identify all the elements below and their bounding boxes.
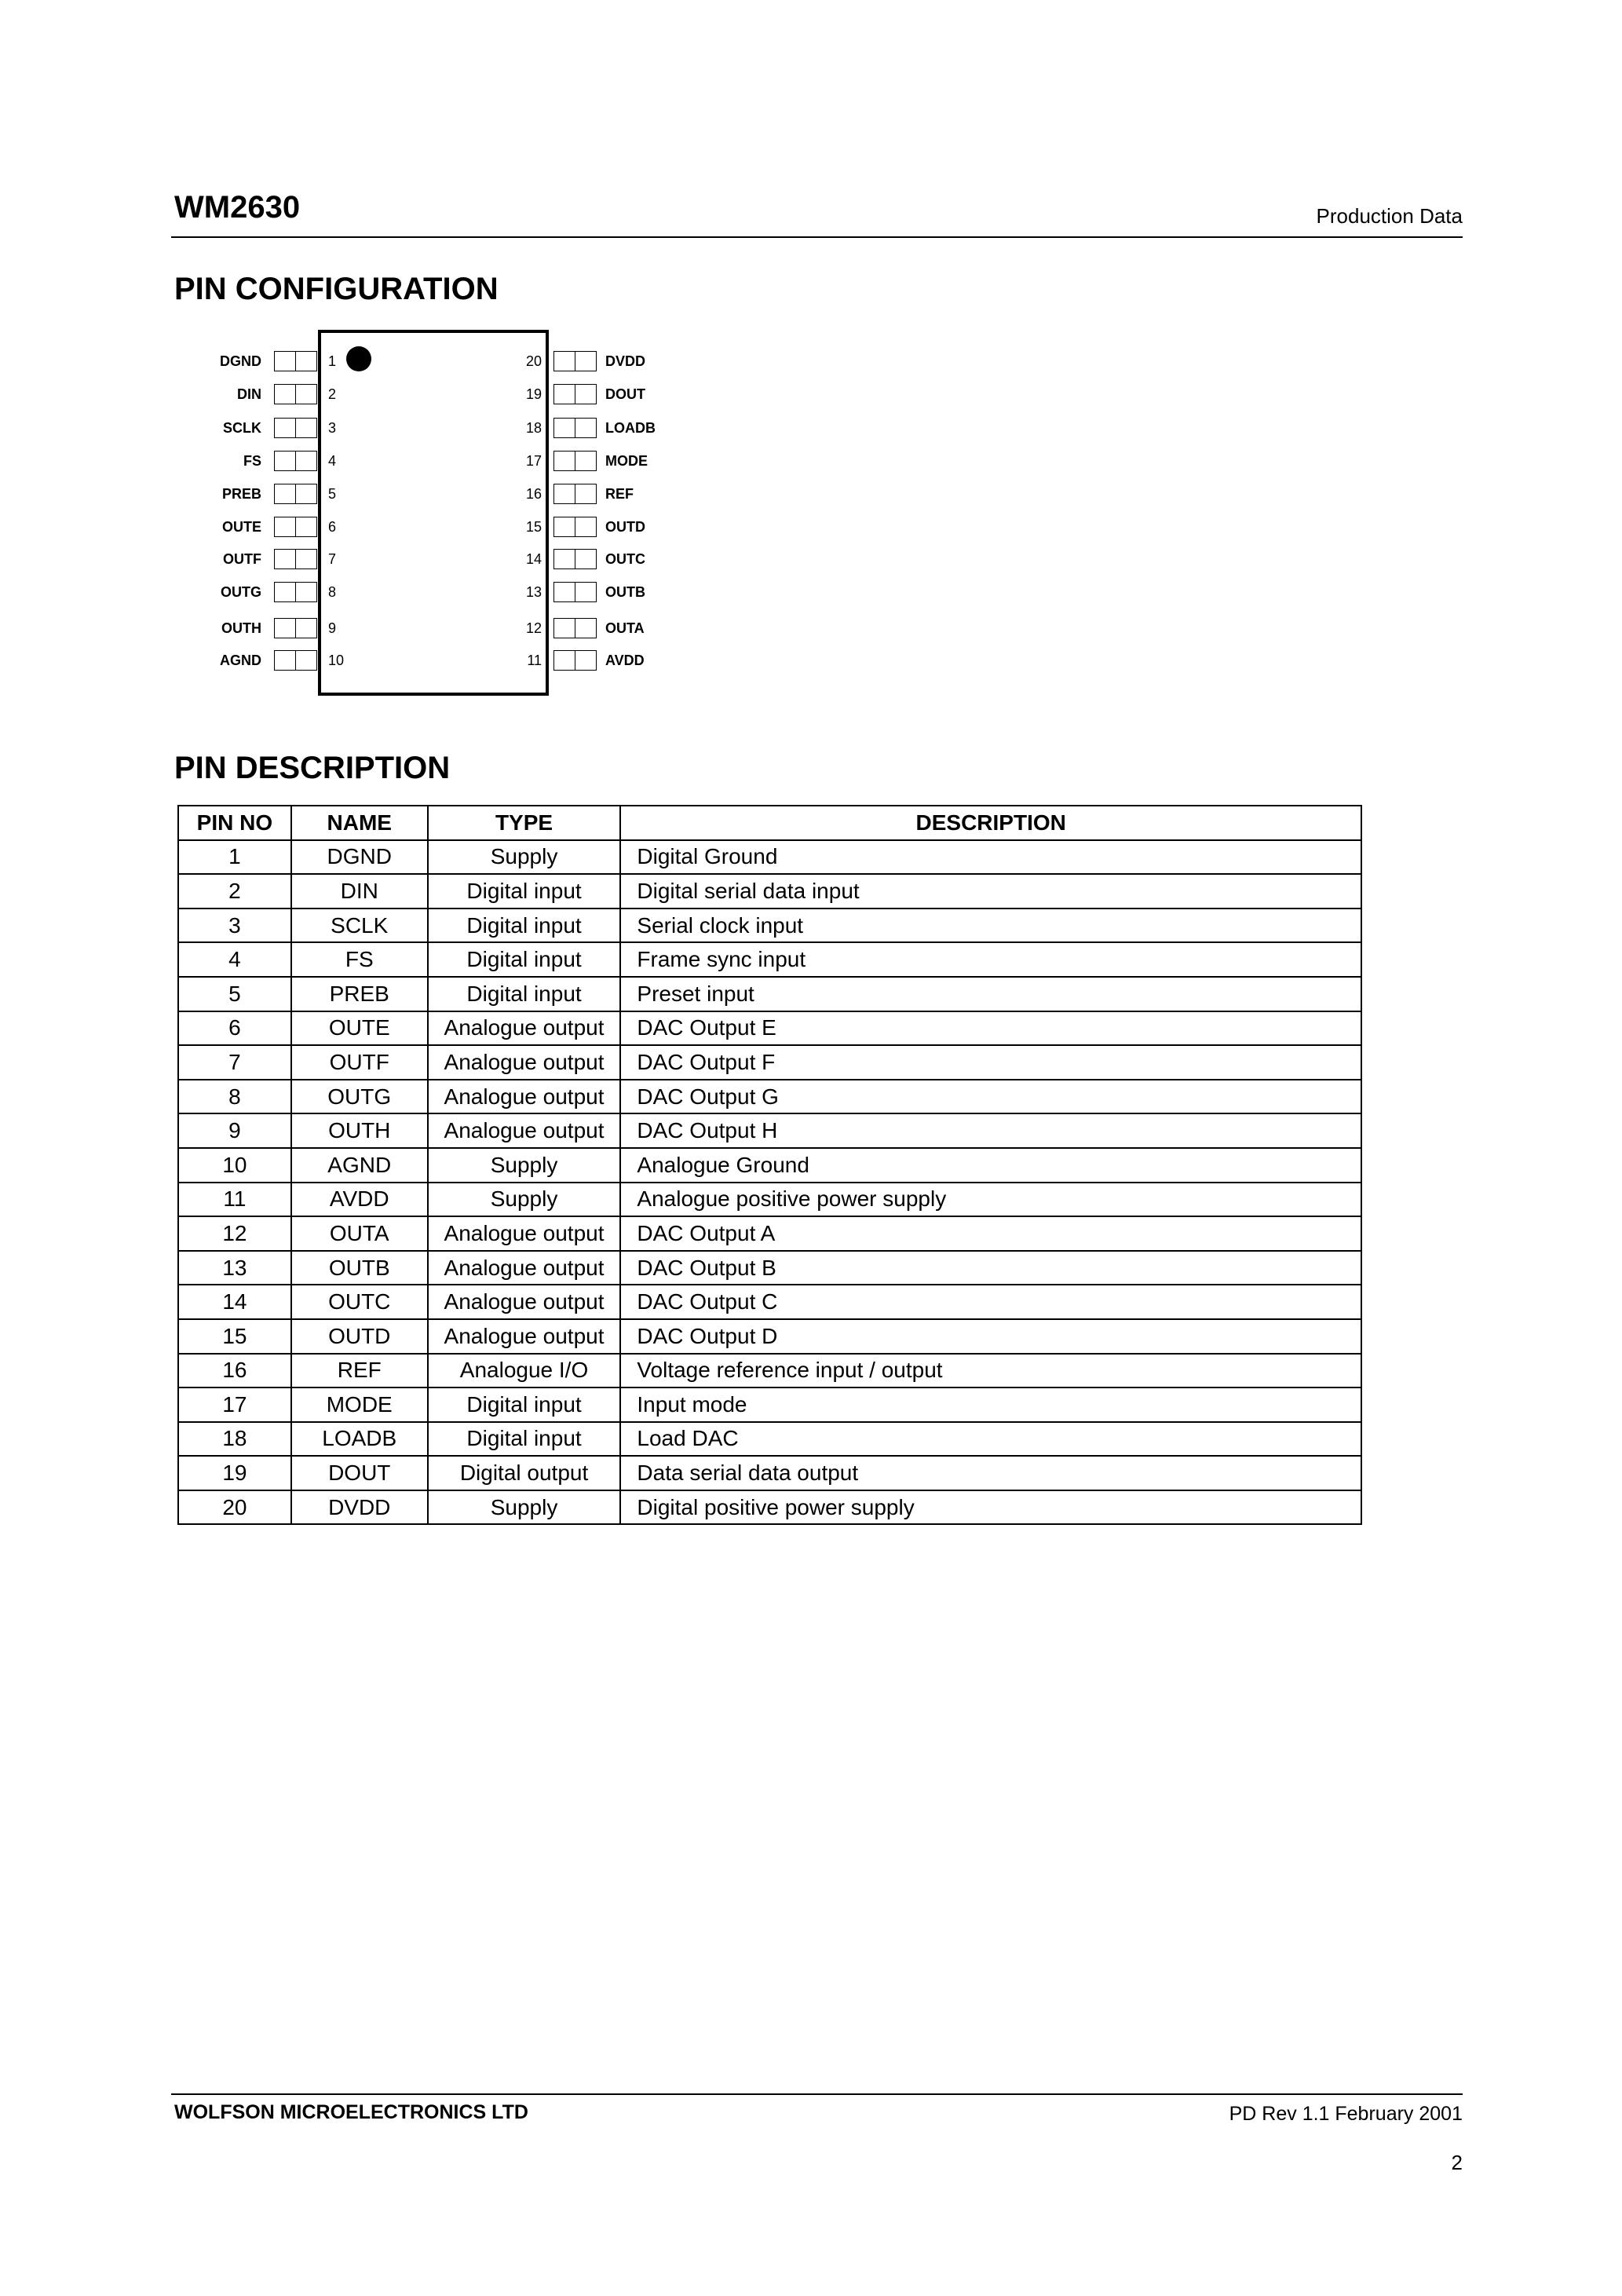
pin-lead [274,549,317,569]
column-header-type: TYPE [428,806,621,840]
table-row [178,1354,1361,1388]
pin-number: 16 [525,486,542,502]
pin-lead [274,618,317,638]
cell-description: Input mode [620,1387,1361,1422]
column-header-description: DESCRIPTION [620,806,1361,840]
cell-pin-no: 14 [178,1285,291,1319]
pin1-marker [346,346,371,371]
table-row [178,1387,1361,1422]
cell-description: Analogue positive power supply [620,1183,1361,1217]
cell-type: Analogue I/O [428,1354,621,1388]
cell-description: Voltage reference input / output [620,1354,1361,1388]
cell-type: Analogue output [428,1080,621,1114]
footer-company: WOLFSON MICROELECTRONICS LTD [174,2101,528,2123]
cell-pin-no: 15 [178,1319,291,1354]
cell-pin-no: 2 [178,874,291,909]
pin-number: 10 [328,653,345,668]
cell-pin-no: 3 [178,909,291,943]
pin-description-table [177,805,1362,1525]
table-row [178,1113,1361,1148]
cell-type: Digital output [428,1456,621,1490]
pin-lead [553,517,597,537]
table-row [178,1045,1361,1080]
cell-name: AGND [291,1148,428,1183]
pin-number: 12 [525,620,542,636]
pin-lead [274,351,317,371]
table-row [178,1422,1361,1457]
pin-number: 3 [328,420,337,436]
table-row [178,942,1361,977]
pin-number: 9 [328,620,337,636]
document-status: Production Data [1316,204,1463,228]
pin-number: 17 [525,453,542,469]
table-row [178,977,1361,1011]
cell-description: DAC Output A [620,1216,1361,1251]
cell-description: DAC Output E [620,1011,1361,1046]
cell-pin-no: 4 [178,942,291,977]
header-rule [171,236,1463,238]
cell-name: OUTF [291,1045,428,1080]
cell-name: DIN [291,874,428,909]
cell-name: OUTB [291,1251,428,1285]
pin-label: SCLK [223,420,261,436]
cell-type: Analogue output [428,1216,621,1251]
pin-number: 6 [328,519,337,535]
cell-pin-no: 5 [178,977,291,1011]
pin-lead [553,618,597,638]
column-header-name: NAME [291,806,428,840]
cell-pin-no: 18 [178,1422,291,1457]
cell-type: Analogue output [428,1251,621,1285]
pin-number: 1 [328,353,337,369]
pin-label: MODE [605,453,648,469]
pin-number: 13 [525,584,542,600]
cell-name: FS [291,942,428,977]
table-row [178,1490,1361,1525]
pin-label: OUTE [221,519,261,535]
page-number: 2 [1451,2151,1463,2174]
cell-description: Data serial data output [620,1456,1361,1490]
pin-number: 5 [328,486,337,502]
cell-description: Analogue Ground [620,1148,1361,1183]
table-row [178,1216,1361,1251]
pin-number: 8 [328,584,337,600]
pin-label: DOUT [605,386,645,402]
table-row [178,1285,1361,1319]
pin-label: AVDD [605,653,645,668]
pin-label: PREB [221,486,261,502]
cell-description: DAC Output C [620,1285,1361,1319]
pin-label: OUTG [221,584,261,600]
table-row [178,1319,1361,1354]
cell-type: Digital input [428,942,621,977]
pin-number: 18 [525,420,542,436]
section-title-pin-configuration: PIN CONFIGURATION [174,272,499,306]
cell-pin-no: 8 [178,1080,291,1114]
pin-lead [274,582,317,602]
table-row [178,1456,1361,1490]
cell-name: AVDD [291,1183,428,1217]
cell-pin-no: 6 [178,1011,291,1046]
cell-type: Digital input [428,909,621,943]
cell-name: OUTE [291,1011,428,1046]
table-row [178,874,1361,909]
cell-description: Frame sync input [620,942,1361,977]
cell-name: REF [291,1354,428,1388]
pin-lead [553,351,597,371]
footer-rule [171,2093,1463,2095]
cell-pin-no: 11 [178,1183,291,1217]
pin-number: 19 [525,386,542,402]
cell-type: Digital input [428,977,621,1011]
cell-type: Digital input [428,1387,621,1422]
pin-label: OUTH [221,620,261,636]
pin-label: REF [605,486,634,502]
pin-label: OUTF [223,551,261,567]
document-title: WM2630 [174,190,301,225]
cell-type: Digital input [428,874,621,909]
cell-pin-no: 17 [178,1387,291,1422]
pin-label: DVDD [605,353,646,369]
table-row [178,1183,1361,1217]
cell-pin-no: 20 [178,1490,291,1525]
pin-label: OUTB [605,584,645,600]
pin-label: AGND [220,653,261,668]
cell-type: Supply [428,1148,621,1183]
pin-lead [274,650,317,671]
table-row [178,1148,1361,1183]
pin-lead [553,650,597,671]
pin-number: 14 [525,551,542,567]
table-row [178,1251,1361,1285]
cell-description: Digital positive power supply [620,1490,1361,1525]
pin-number: 15 [525,519,542,535]
cell-description: Preset input [620,977,1361,1011]
pin-label: LOADB [605,420,656,436]
cell-pin-no: 10 [178,1148,291,1183]
cell-pin-no: 9 [178,1113,291,1148]
table-row [178,909,1361,943]
pin-label: OUTD [605,519,645,535]
pin-lead [274,418,317,438]
pin-number: 2 [328,386,337,402]
cell-type: Analogue output [428,1045,621,1080]
table-row [178,840,1361,875]
pin-number: 7 [328,551,337,567]
pin-lead [553,384,597,404]
pin-label: DGND [220,353,261,369]
cell-type: Supply [428,840,621,875]
pin-label: DIN [237,386,261,402]
cell-type: Digital input [428,1422,621,1457]
pin-lead [274,451,317,471]
cell-name: OUTD [291,1319,428,1354]
section-title-pin-description: PIN DESCRIPTION [174,751,451,785]
cell-name: OUTG [291,1080,428,1114]
cell-description: DAC Output F [620,1045,1361,1080]
footer-revision: PD Rev 1.1 February 2001 [1229,2103,1463,2125]
cell-type: Analogue output [428,1319,621,1354]
pin-number: 4 [328,453,337,469]
cell-type: Supply [428,1490,621,1525]
cell-type: Analogue output [428,1113,621,1148]
cell-name: LOADB [291,1422,428,1457]
pin-lead [553,484,597,504]
cell-name: OUTA [291,1216,428,1251]
pin-lead [553,582,597,602]
cell-type: Analogue output [428,1285,621,1319]
cell-pin-no: 19 [178,1456,291,1490]
cell-name: DVDD [291,1490,428,1525]
cell-description: Serial clock input [620,909,1361,943]
cell-name: OUTC [291,1285,428,1319]
pin-label: OUTC [605,551,645,567]
column-header-pin-no: PIN NO [178,806,291,840]
cell-description: Digital Ground [620,840,1361,875]
cell-name: DOUT [291,1456,428,1490]
cell-pin-no: 1 [178,840,291,875]
cell-pin-no: 7 [178,1045,291,1080]
cell-type: Analogue output [428,1011,621,1046]
cell-name: PREB [291,977,428,1011]
pin-lead [274,484,317,504]
cell-pin-no: 12 [178,1216,291,1251]
cell-pin-no: 13 [178,1251,291,1285]
pin-number: 11 [527,653,542,668]
cell-description: DAC Output G [620,1080,1361,1114]
pin-lead [553,451,597,471]
pin-label: OUTA [605,620,645,636]
pin-lead [553,418,597,438]
cell-description: DAC Output D [620,1319,1361,1354]
pin-label: FS [243,453,261,469]
chip-body [318,330,549,696]
cell-name: DGND [291,840,428,875]
cell-pin-no: 16 [178,1354,291,1388]
cell-description: Digital serial data input [620,874,1361,909]
pin-lead [553,549,597,569]
cell-name: SCLK [291,909,428,943]
pin-number: 20 [525,353,542,369]
cell-name: OUTH [291,1113,428,1148]
pin-lead [274,384,317,404]
table-row [178,1011,1361,1046]
cell-description: Load DAC [620,1422,1361,1457]
table-header-row [178,806,1361,840]
cell-type: Supply [428,1183,621,1217]
cell-description: DAC Output B [620,1251,1361,1285]
cell-name: MODE [291,1387,428,1422]
cell-description: DAC Output H [620,1113,1361,1148]
pin-lead [274,517,317,537]
table-row [178,1080,1361,1114]
